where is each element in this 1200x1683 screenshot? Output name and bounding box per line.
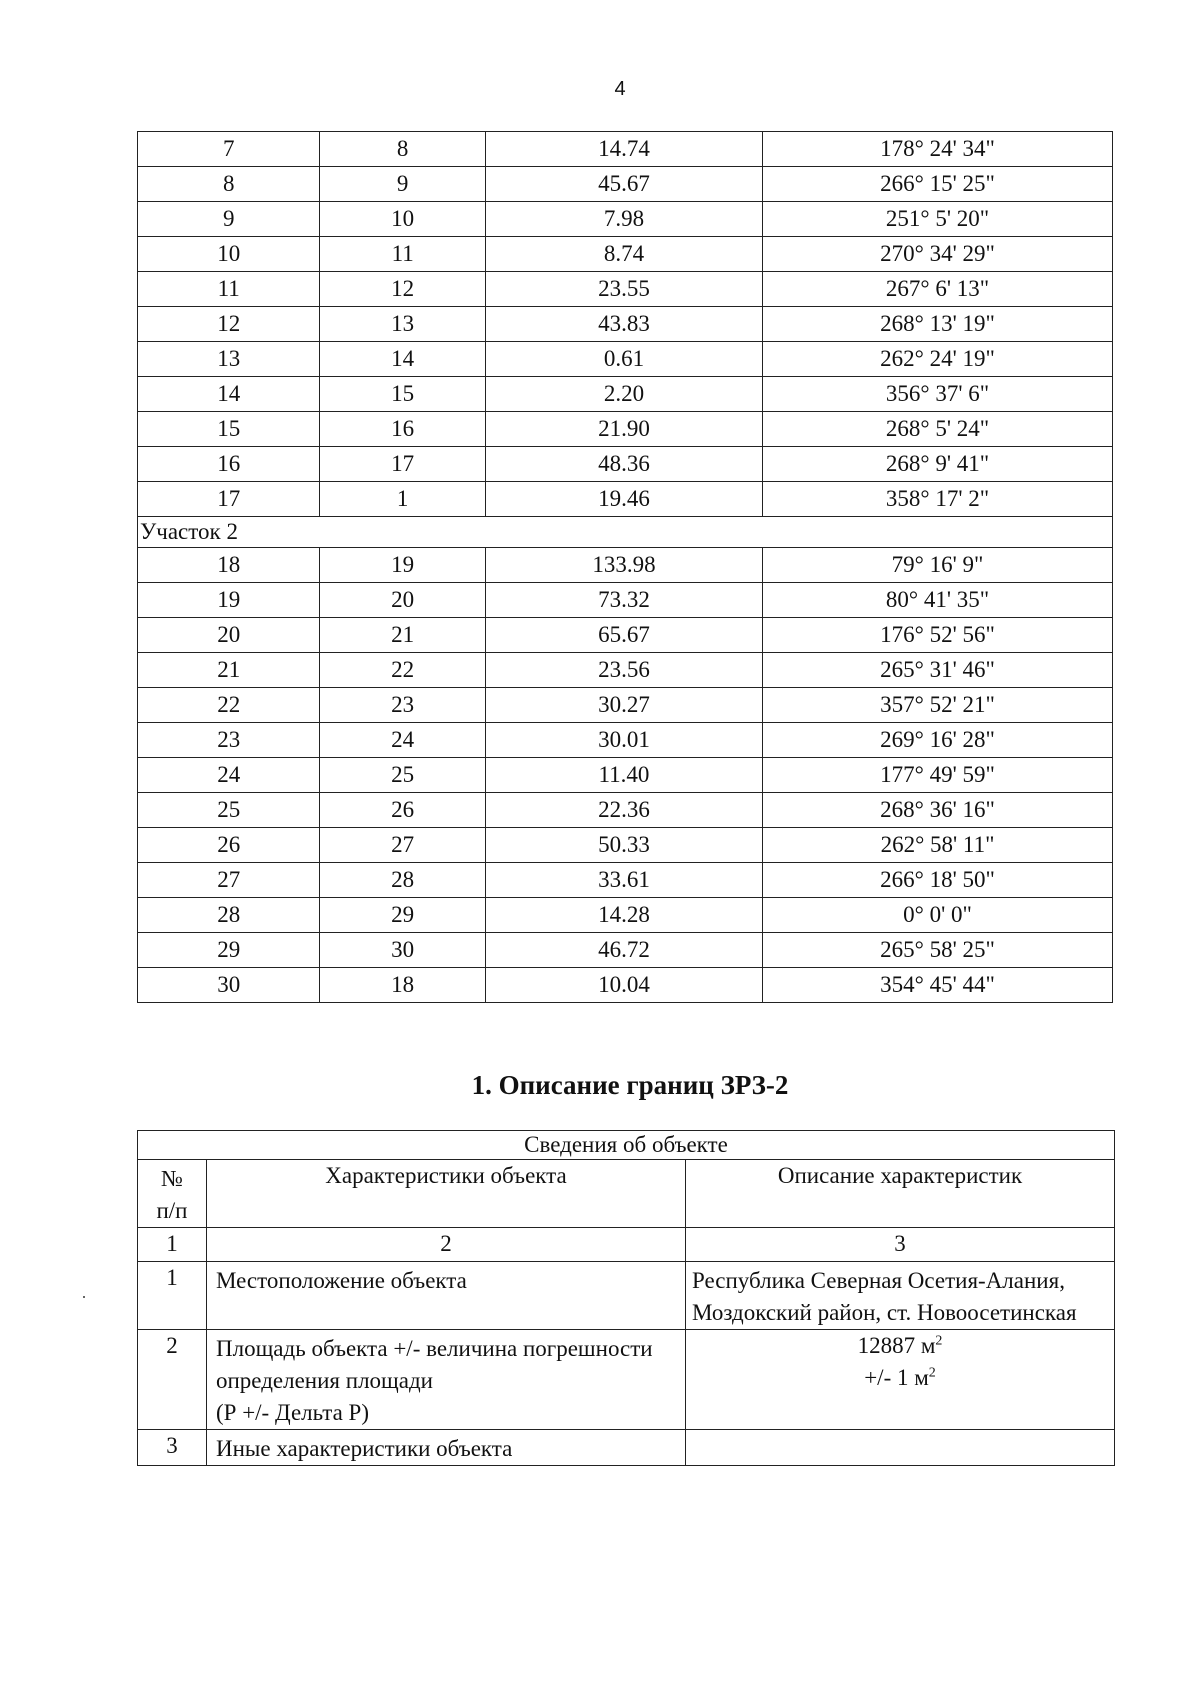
from-point-cell: 11 bbox=[138, 272, 320, 307]
bearing-cell: 178° 24' 34" bbox=[763, 132, 1113, 167]
from-point-cell: 28 bbox=[138, 898, 320, 933]
length-cell: 45.67 bbox=[485, 167, 762, 202]
bearing-cell: 268° 5' 24" bbox=[763, 412, 1113, 447]
boundary-row bbox=[138, 758, 1113, 793]
from-point-cell: 7 bbox=[138, 132, 320, 167]
bearing-cell: 268° 13' 19" bbox=[763, 307, 1113, 342]
boundary-row bbox=[138, 482, 1113, 517]
row-characteristic-line: определения площади bbox=[216, 1368, 433, 1393]
to-point-cell: 19 bbox=[320, 548, 485, 583]
boundary-row bbox=[138, 688, 1113, 723]
row-characteristic-line: Местоположение объекта bbox=[216, 1268, 467, 1293]
area-error-unit-power: 2 bbox=[928, 1365, 936, 1381]
boundary-table bbox=[137, 131, 1113, 1003]
header-number-sub: п/п bbox=[156, 1198, 188, 1223]
to-point-cell: 29 bbox=[320, 898, 485, 933]
boundary-row bbox=[138, 237, 1113, 272]
length-cell: 48.36 bbox=[485, 447, 762, 482]
bearing-cell: 356° 37' 6" bbox=[763, 377, 1113, 412]
length-cell: 65.67 bbox=[485, 618, 762, 653]
length-cell: 73.32 bbox=[485, 583, 762, 618]
bearing-cell: 262° 58' 11" bbox=[763, 828, 1113, 863]
bearing-cell: 357° 52' 21" bbox=[763, 688, 1113, 723]
to-point-cell: 16 bbox=[320, 412, 485, 447]
from-point-cell: 27 bbox=[138, 863, 320, 898]
object-table-caption-row bbox=[138, 1131, 1115, 1160]
length-cell: 133.98 bbox=[485, 548, 762, 583]
area-error-line bbox=[686, 1362, 1114, 1394]
from-point-cell: 14 bbox=[138, 377, 320, 412]
bearing-cell: 176° 52' 56" bbox=[763, 618, 1113, 653]
boundary-row bbox=[138, 863, 1113, 898]
boundary-row bbox=[138, 167, 1113, 202]
bearing-cell: 269° 16' 28" bbox=[763, 723, 1113, 758]
bearing-cell: 262° 24' 19" bbox=[763, 342, 1113, 377]
row-description bbox=[686, 1262, 1115, 1330]
to-point-cell: 8 bbox=[320, 132, 485, 167]
section-heading: 1. Описание границ ЗРЗ-2 bbox=[471, 1070, 789, 1100]
to-point-cell: 20 bbox=[320, 583, 485, 618]
header-description: Описание характеристик bbox=[686, 1160, 1115, 1228]
to-point-cell: 11 bbox=[320, 237, 485, 272]
boundary-row bbox=[138, 447, 1113, 482]
to-point-cell: 25 bbox=[320, 758, 485, 793]
from-point-cell: 23 bbox=[138, 723, 320, 758]
bearing-cell: 266° 18' 50" bbox=[763, 863, 1113, 898]
area-error: +/- 1 м bbox=[864, 1365, 929, 1390]
from-point-cell: 16 bbox=[138, 447, 320, 482]
object-table-header-row bbox=[138, 1160, 1115, 1228]
length-cell: 46.72 bbox=[485, 933, 762, 968]
to-point-cell: 30 bbox=[320, 933, 485, 968]
bearing-cell: 251° 5' 20" bbox=[763, 202, 1113, 237]
row-number: 2 bbox=[138, 1330, 207, 1430]
to-point-cell: 14 bbox=[320, 342, 485, 377]
boundary-row bbox=[138, 793, 1113, 828]
length-cell: 14.74 bbox=[485, 132, 762, 167]
length-cell: 23.55 bbox=[485, 272, 762, 307]
to-point-cell: 13 bbox=[320, 307, 485, 342]
bearing-cell: 267° 6' 13" bbox=[763, 272, 1113, 307]
object-info-table bbox=[137, 1130, 1115, 1466]
from-point-cell: 26 bbox=[138, 828, 320, 863]
boundary-row bbox=[138, 202, 1113, 237]
row-description-line: Республика Северная Осетия-Алания, bbox=[692, 1268, 1065, 1293]
to-point-cell: 26 bbox=[320, 793, 485, 828]
row-characteristic bbox=[207, 1430, 686, 1466]
length-cell: 19.46 bbox=[485, 482, 762, 517]
from-point-cell: 20 bbox=[138, 618, 320, 653]
boundary-row bbox=[138, 933, 1113, 968]
section-row bbox=[138, 517, 1113, 548]
row-number: 1 bbox=[138, 1262, 207, 1330]
length-cell: 30.01 bbox=[485, 723, 762, 758]
to-point-cell: 1 bbox=[320, 482, 485, 517]
from-point-cell: 25 bbox=[138, 793, 320, 828]
bearing-cell: 265° 31' 46" bbox=[763, 653, 1113, 688]
from-point-cell: 17 bbox=[138, 482, 320, 517]
to-point-cell: 24 bbox=[320, 723, 485, 758]
to-point-cell: 28 bbox=[320, 863, 485, 898]
length-cell: 10.04 bbox=[485, 968, 762, 1003]
from-point-cell: 15 bbox=[138, 412, 320, 447]
object-table-index-row bbox=[138, 1228, 1115, 1262]
boundary-row bbox=[138, 723, 1113, 758]
object-row-location bbox=[138, 1262, 1115, 1330]
header-number-symbol: № bbox=[161, 1166, 183, 1191]
bearing-cell: 358° 17' 2" bbox=[763, 482, 1113, 517]
boundary-row bbox=[138, 828, 1113, 863]
bearing-cell: 268° 9' 41" bbox=[763, 447, 1113, 482]
boundary-row bbox=[138, 583, 1113, 618]
from-point-cell: 29 bbox=[138, 933, 320, 968]
boundary-table-body bbox=[138, 132, 1113, 1003]
boundary-row bbox=[138, 653, 1113, 688]
to-point-cell: 22 bbox=[320, 653, 485, 688]
bearing-cell: 0° 0' 0" bbox=[763, 898, 1113, 933]
length-cell: 0.61 bbox=[485, 342, 762, 377]
to-point-cell: 15 bbox=[320, 377, 485, 412]
row-description bbox=[686, 1330, 1115, 1430]
index-cell: 2 bbox=[207, 1228, 686, 1262]
to-point-cell: 18 bbox=[320, 968, 485, 1003]
row-description-empty bbox=[686, 1430, 1115, 1466]
object-table-caption: Сведения об объекте bbox=[138, 1131, 1115, 1160]
length-cell: 30.27 bbox=[485, 688, 762, 723]
boundary-row bbox=[138, 272, 1113, 307]
index-cell: 3 bbox=[686, 1228, 1115, 1262]
to-point-cell: 12 bbox=[320, 272, 485, 307]
page-number: 4 bbox=[614, 78, 626, 100]
length-cell: 11.40 bbox=[485, 758, 762, 793]
boundary-row bbox=[138, 307, 1113, 342]
row-characteristic bbox=[207, 1262, 686, 1330]
object-row-other bbox=[138, 1430, 1115, 1466]
from-point-cell: 9 bbox=[138, 202, 320, 237]
bearing-cell: 177° 49' 59" bbox=[763, 758, 1113, 793]
from-point-cell: 8 bbox=[138, 167, 320, 202]
to-point-cell: 17 bbox=[320, 447, 485, 482]
bearing-cell: 354° 45' 44" bbox=[763, 968, 1113, 1003]
from-point-cell: 13 bbox=[138, 342, 320, 377]
bearing-cell: 266° 15' 25" bbox=[763, 167, 1113, 202]
row-characteristic-line: (Р +/- Дельта Р) bbox=[216, 1400, 369, 1425]
boundary-row bbox=[138, 618, 1113, 653]
boundary-row bbox=[138, 377, 1113, 412]
length-cell: 7.98 bbox=[485, 202, 762, 237]
length-cell: 2.20 bbox=[485, 377, 762, 412]
to-point-cell: 23 bbox=[320, 688, 485, 723]
section-label: Участок 2 bbox=[138, 517, 1113, 548]
boundary-row bbox=[138, 548, 1113, 583]
length-cell: 50.33 bbox=[485, 828, 762, 863]
row-characteristic-line: Иные характеристики объекта bbox=[216, 1436, 513, 1461]
length-cell: 14.28 bbox=[485, 898, 762, 933]
bearing-cell: 80° 41' 35" bbox=[763, 583, 1113, 618]
length-cell: 22.36 bbox=[485, 793, 762, 828]
to-point-cell: 10 bbox=[320, 202, 485, 237]
length-cell: 8.74 bbox=[485, 237, 762, 272]
length-cell: 23.56 bbox=[485, 653, 762, 688]
area-unit-power: 2 bbox=[935, 1333, 943, 1349]
from-point-cell: 12 bbox=[138, 307, 320, 342]
to-point-cell: 9 bbox=[320, 167, 485, 202]
to-point-cell: 27 bbox=[320, 828, 485, 863]
from-point-cell: 21 bbox=[138, 653, 320, 688]
length-cell: 43.83 bbox=[485, 307, 762, 342]
length-cell: 21.90 bbox=[485, 412, 762, 447]
boundary-row bbox=[138, 898, 1113, 933]
bearing-cell: 265° 58' 25" bbox=[763, 933, 1113, 968]
length-cell: 33.61 bbox=[485, 863, 762, 898]
area-value: 12887 м bbox=[857, 1333, 936, 1358]
from-point-cell: 10 bbox=[138, 237, 320, 272]
header-number bbox=[138, 1160, 207, 1228]
row-characteristic bbox=[207, 1330, 686, 1430]
from-point-cell: 19 bbox=[138, 583, 320, 618]
bearing-cell: 268° 36' 16" bbox=[763, 793, 1113, 828]
row-number: 3 bbox=[138, 1430, 207, 1466]
scan-speck bbox=[83, 1296, 85, 1298]
boundary-row bbox=[138, 968, 1113, 1003]
area-value-line bbox=[686, 1330, 1114, 1362]
row-description-line: Моздокский район, ст. Новоосетинская bbox=[692, 1300, 1077, 1325]
from-point-cell: 24 bbox=[138, 758, 320, 793]
bearing-cell: 79° 16' 9" bbox=[763, 548, 1113, 583]
boundary-row bbox=[138, 132, 1113, 167]
boundary-row bbox=[138, 412, 1113, 447]
row-characteristic-line: Площадь объекта +/- величина погрешности bbox=[216, 1336, 653, 1361]
bearing-cell: 270° 34' 29" bbox=[763, 237, 1113, 272]
object-row-area bbox=[138, 1330, 1115, 1430]
to-point-cell: 21 bbox=[320, 618, 485, 653]
from-point-cell: 18 bbox=[138, 548, 320, 583]
header-characteristics: Характеристики объекта bbox=[207, 1160, 686, 1228]
index-cell: 1 bbox=[138, 1228, 207, 1262]
from-point-cell: 22 bbox=[138, 688, 320, 723]
boundary-row bbox=[138, 342, 1113, 377]
from-point-cell: 30 bbox=[138, 968, 320, 1003]
